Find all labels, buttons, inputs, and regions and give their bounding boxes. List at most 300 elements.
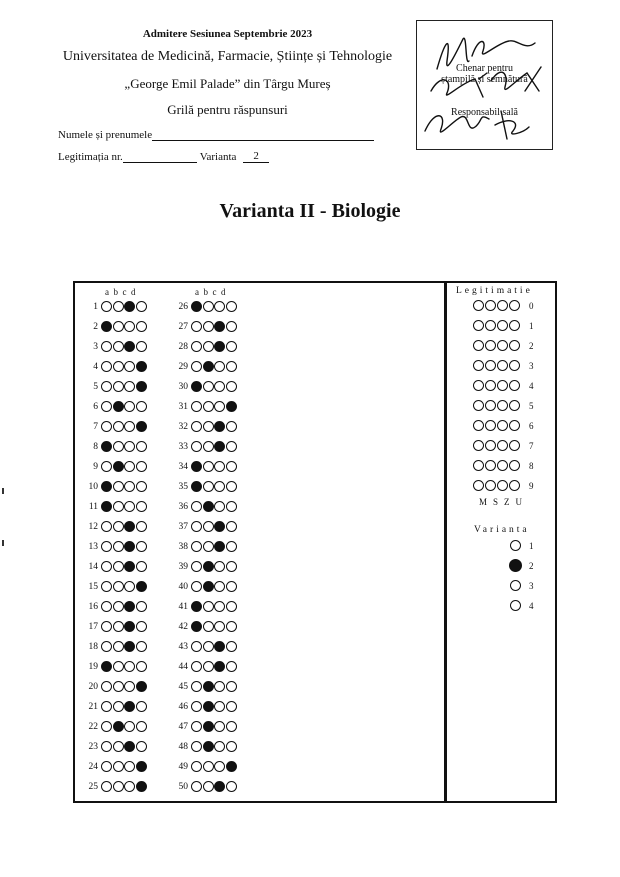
answer-bubble-d[interactable] <box>226 721 237 732</box>
legitimatie-bubble[interactable] <box>485 360 496 371</box>
answer-bubble-d[interactable] <box>136 521 147 532</box>
legitimatie-digit: 6 <box>529 421 534 431</box>
university-name: Universitatea de Medicină, Farmacie, Științe și Tehnologie <box>62 49 393 64</box>
legitimatie-digit: 3 <box>529 361 534 371</box>
answer-bubble-b[interactable] <box>203 401 214 412</box>
answer-bubble-d[interactable] <box>136 361 147 372</box>
answer-bubble-d[interactable] <box>136 461 147 472</box>
answer-bubble-d[interactable] <box>136 441 147 452</box>
answer-bubble-c[interactable] <box>214 321 225 332</box>
answer-bubble-a[interactable] <box>191 741 202 752</box>
answer-bubble-c[interactable] <box>124 661 135 672</box>
question-number: 21 <box>88 702 98 712</box>
answer-bubble-d[interactable] <box>136 641 147 652</box>
answer-bubble-a[interactable] <box>191 301 202 312</box>
question-number: 1 <box>93 302 98 312</box>
answer-bubble-b[interactable] <box>203 441 214 452</box>
session-title: Admitere Sesiunea Septembrie 2023 <box>142 28 313 40</box>
answer-bubble-d[interactable] <box>226 501 237 512</box>
answer-bubble-b[interactable] <box>203 501 214 512</box>
answer-bubble-b[interactable] <box>113 421 124 432</box>
answer-bubble-b[interactable] <box>203 361 214 372</box>
answer-bubble-a[interactable] <box>101 661 112 672</box>
question-number: 32 <box>178 422 188 432</box>
legitimatie-title: Legitimatie <box>456 286 533 296</box>
answer-bubble-b[interactable] <box>113 461 124 472</box>
answer-bubble-c[interactable] <box>124 321 135 332</box>
answer-bubble-c[interactable] <box>124 781 135 792</box>
legitimatie-bubble[interactable] <box>485 460 496 471</box>
legitimatie-bubble[interactable] <box>509 320 520 331</box>
answer-bubble-a[interactable] <box>191 321 202 332</box>
answer-bubble-b[interactable] <box>113 561 124 572</box>
answer-bubble-b[interactable] <box>203 761 214 772</box>
legitimatie-bubble[interactable] <box>497 340 508 351</box>
answer-bubble-c[interactable] <box>214 461 225 472</box>
question-number: 15 <box>88 582 98 592</box>
answer-bubble-a[interactable] <box>101 681 112 692</box>
answer-bubble-a[interactable] <box>101 601 112 612</box>
answer-bubble-c[interactable] <box>214 761 225 772</box>
legitimatie-bubble[interactable] <box>473 400 484 411</box>
question-number: 38 <box>178 542 188 552</box>
answer-bubble-c[interactable] <box>124 701 135 712</box>
varianta-bubble[interactable] <box>509 559 522 572</box>
answer-bubble-d[interactable] <box>136 421 147 432</box>
question-number: 13 <box>88 542 98 552</box>
legitimatie-bubble[interactable] <box>473 460 484 471</box>
answer-bubble-a[interactable] <box>191 761 202 772</box>
answer-bubble-c[interactable] <box>124 681 135 692</box>
answer-bubble-d[interactable] <box>226 781 237 792</box>
answer-bubble-a[interactable] <box>191 781 202 792</box>
answer-bubble-c[interactable] <box>124 581 135 592</box>
legitimatie-bubble[interactable] <box>509 340 520 351</box>
answer-bubble-c[interactable] <box>214 501 225 512</box>
answer-bubble-a[interactable] <box>191 401 202 412</box>
answer-bubble-b[interactable] <box>203 541 214 552</box>
legitimatie-bubble[interactable] <box>497 360 508 371</box>
answer-bubble-c[interactable] <box>214 441 225 452</box>
answer-bubble-c[interactable] <box>214 301 225 312</box>
answer-bubble-d[interactable] <box>136 341 147 352</box>
answer-bubble-a[interactable] <box>101 721 112 732</box>
answer-bubble-b[interactable] <box>113 501 124 512</box>
answer-bubble-c[interactable] <box>214 581 225 592</box>
question-number: 37 <box>178 522 188 532</box>
answer-bubble-a[interactable] <box>191 661 202 672</box>
column-header-left: abcd <box>105 287 140 297</box>
question-number: 17 <box>88 622 98 632</box>
question-number: 41 <box>178 602 188 612</box>
answer-bubble-d[interactable] <box>226 461 237 472</box>
answer-bubble-a[interactable] <box>101 761 112 772</box>
answer-bubble-b[interactable] <box>203 301 214 312</box>
question-number: 16 <box>88 602 98 612</box>
legitimatie-bubble[interactable] <box>485 420 496 431</box>
answer-bubble-b[interactable] <box>113 401 124 412</box>
answer-bubble-a[interactable] <box>191 441 202 452</box>
answer-bubble-b[interactable] <box>203 621 214 632</box>
legitimatie-digit: 9 <box>529 481 534 491</box>
question-number: 47 <box>178 722 188 732</box>
varianta-bubble[interactable] <box>510 540 521 551</box>
answer-bubble-c[interactable] <box>124 621 135 632</box>
question-number: 34 <box>178 462 188 472</box>
answer-bubble-d[interactable] <box>136 401 147 412</box>
answer-bubble-b[interactable] <box>113 321 124 332</box>
id-field <box>58 150 269 163</box>
answer-bubble-d[interactable] <box>136 601 147 612</box>
answer-bubble-d[interactable] <box>226 341 237 352</box>
answer-bubble-c[interactable] <box>124 521 135 532</box>
answer-bubble-d[interactable] <box>226 481 237 492</box>
legitimatie-bubble[interactable] <box>473 380 484 391</box>
answer-bubble-a[interactable] <box>101 561 112 572</box>
varianta-option-label: 4 <box>529 601 534 611</box>
question-number: 19 <box>88 662 98 672</box>
answer-bubble-d[interactable] <box>136 541 147 552</box>
answer-bubble-a[interactable] <box>101 441 112 452</box>
answer-bubble-a[interactable] <box>191 361 202 372</box>
legitimatie-bubble[interactable] <box>473 340 484 351</box>
answer-bubble-b[interactable] <box>203 561 214 572</box>
answer-bubble-a[interactable] <box>101 501 112 512</box>
answer-bubble-a[interactable] <box>101 321 112 332</box>
answer-bubble-d[interactable] <box>226 421 237 432</box>
answer-bubble-a[interactable] <box>101 581 112 592</box>
answer-bubble-a[interactable] <box>191 641 202 652</box>
answer-bubble-d[interactable] <box>226 641 237 652</box>
answer-bubble-a[interactable] <box>191 721 202 732</box>
sheet-divider <box>444 281 447 801</box>
answer-bubble-b[interactable] <box>203 701 214 712</box>
answer-bubble-a[interactable] <box>101 521 112 532</box>
answer-bubble-d[interactable] <box>136 321 147 332</box>
question-number: 9 <box>93 462 98 472</box>
question-number: 46 <box>178 702 188 712</box>
answer-bubble-b[interactable] <box>203 481 214 492</box>
legitimatie-bubble[interactable] <box>473 360 484 371</box>
answer-bubble-a[interactable] <box>101 341 112 352</box>
answer-bubble-d[interactable] <box>136 681 147 692</box>
legitimatie-bubble[interactable] <box>485 320 496 331</box>
answer-bubble-a[interactable] <box>101 641 112 652</box>
answer-bubble-d[interactable] <box>136 741 147 752</box>
legitimatie-bubble[interactable] <box>485 340 496 351</box>
answer-bubble-d[interactable] <box>136 781 147 792</box>
answer-bubble-c[interactable] <box>214 481 225 492</box>
varianta-option-label: 1 <box>529 541 534 551</box>
answer-bubble-d[interactable] <box>136 621 147 632</box>
legitimatie-bubble[interactable] <box>497 480 508 491</box>
legitimatie-bubble[interactable] <box>485 380 496 391</box>
legitimatie-digit: 0 <box>529 301 534 311</box>
handwritten-signatures <box>417 21 552 149</box>
answer-bubble-d[interactable] <box>226 561 237 572</box>
answer-bubble-d[interactable] <box>226 761 237 772</box>
question-number: 33 <box>178 442 188 452</box>
legitimatie-bubble[interactable] <box>509 440 520 451</box>
answer-bubble-a[interactable] <box>191 521 202 532</box>
question-number: 29 <box>178 362 188 372</box>
varianta-option-label: 2 <box>529 561 534 571</box>
legitimatie-bubble[interactable] <box>497 380 508 391</box>
answer-bubble-d[interactable] <box>136 561 147 572</box>
answer-bubble-b[interactable] <box>113 481 124 492</box>
question-number: 43 <box>178 642 188 652</box>
answer-bubble-c[interactable] <box>124 561 135 572</box>
question-number: 36 <box>178 502 188 512</box>
answer-bubble-a[interactable] <box>191 681 202 692</box>
legitimatie-bubble[interactable] <box>509 480 520 491</box>
answer-bubble-b[interactable] <box>203 581 214 592</box>
answer-bubble-c[interactable] <box>214 681 225 692</box>
question-number: 40 <box>178 582 188 592</box>
answer-bubble-d[interactable] <box>226 541 237 552</box>
answer-bubble-a[interactable] <box>101 301 112 312</box>
answer-bubble-c[interactable] <box>124 401 135 412</box>
answer-bubble-d[interactable] <box>226 581 237 592</box>
question-number: 11 <box>88 502 98 512</box>
legitimatie-bubble[interactable] <box>485 300 496 311</box>
answer-bubble-a[interactable] <box>101 621 112 632</box>
legitimatie-bubble[interactable] <box>485 400 496 411</box>
answer-bubble-a[interactable] <box>101 481 112 492</box>
answer-bubble-a[interactable] <box>101 541 112 552</box>
answer-bubble-a[interactable] <box>101 381 112 392</box>
answer-bubble-c[interactable] <box>124 361 135 372</box>
answer-bubble-d[interactable] <box>226 661 237 672</box>
answer-bubble-b[interactable] <box>203 521 214 532</box>
answer-bubble-b[interactable] <box>113 681 124 692</box>
answer-bubble-c[interactable] <box>214 421 225 432</box>
answer-bubble-c[interactable] <box>124 441 135 452</box>
answer-bubble-b[interactable] <box>203 661 214 672</box>
answer-bubble-b[interactable] <box>203 341 214 352</box>
sheet-title: Grilă pentru răspunsuri <box>167 102 288 117</box>
answer-bubble-a[interactable] <box>191 421 202 432</box>
legitimatie-digit: 7 <box>529 441 534 451</box>
name-line[interactable] <box>152 128 374 141</box>
question-number: 4 <box>93 362 98 372</box>
answer-bubble-b[interactable] <box>203 721 214 732</box>
answer-bubble-b[interactable] <box>113 541 124 552</box>
legitimatie-bubble[interactable] <box>473 320 484 331</box>
answer-bubble-a[interactable] <box>191 701 202 712</box>
answer-bubble-c[interactable] <box>214 641 225 652</box>
legitimatie-bubble[interactable] <box>509 460 520 471</box>
legitimatie-bubble[interactable] <box>497 420 508 431</box>
answer-bubble-b[interactable] <box>203 381 214 392</box>
answer-bubble-c[interactable] <box>214 521 225 532</box>
answer-bubble-c[interactable] <box>124 741 135 752</box>
answer-bubble-c[interactable] <box>214 661 225 672</box>
question-number: 2 <box>93 322 98 332</box>
answer-bubble-a[interactable] <box>191 501 202 512</box>
legitimatie-bubble[interactable] <box>485 480 496 491</box>
question-number: 10 <box>88 482 98 492</box>
answer-bubble-d[interactable] <box>226 321 237 332</box>
legitimatie-bubble[interactable] <box>473 300 484 311</box>
legitimatie-bubble[interactable] <box>509 420 520 431</box>
question-number: 44 <box>178 662 188 672</box>
answer-bubble-a[interactable] <box>191 581 202 592</box>
answer-bubble-b[interactable] <box>113 581 124 592</box>
answer-bubble-c[interactable] <box>214 361 225 372</box>
answer-bubble-d[interactable] <box>226 621 237 632</box>
answer-bubble-b[interactable] <box>113 341 124 352</box>
question-number: 5 <box>93 382 98 392</box>
answer-bubble-a[interactable] <box>101 361 112 372</box>
answer-bubble-d[interactable] <box>136 381 147 392</box>
legitimatie-bubble[interactable] <box>497 440 508 451</box>
answer-bubble-d[interactable] <box>136 481 147 492</box>
legitimatie-bubble[interactable] <box>509 300 520 311</box>
answer-bubble-b[interactable] <box>203 421 214 432</box>
answer-bubble-d[interactable] <box>226 521 237 532</box>
answer-bubble-c[interactable] <box>124 501 135 512</box>
answer-bubble-a[interactable] <box>101 421 112 432</box>
answer-bubble-a[interactable] <box>191 481 202 492</box>
answer-bubble-b[interactable] <box>203 681 214 692</box>
answer-bubble-a[interactable] <box>191 461 202 472</box>
legitimatie-bubble[interactable] <box>473 440 484 451</box>
answer-bubble-d[interactable] <box>226 301 237 312</box>
answer-bubble-b[interactable] <box>113 521 124 532</box>
legitimatie-bubble[interactable] <box>473 420 484 431</box>
answer-bubble-c[interactable] <box>214 561 225 572</box>
answer-bubble-d[interactable] <box>136 301 147 312</box>
answer-bubble-b[interactable] <box>113 641 124 652</box>
answer-bubble-a[interactable] <box>191 621 202 632</box>
legitimatie-bubble[interactable] <box>509 360 520 371</box>
answer-bubble-a[interactable] <box>191 381 202 392</box>
answer-bubble-b[interactable] <box>113 721 124 732</box>
answer-bubble-b[interactable] <box>113 701 124 712</box>
answer-bubble-c[interactable] <box>214 381 225 392</box>
answer-bubble-a[interactable] <box>191 541 202 552</box>
answer-bubble-c[interactable] <box>124 761 135 772</box>
id-line[interactable] <box>123 150 197 163</box>
answer-bubble-b[interactable] <box>113 441 124 452</box>
answer-bubble-d[interactable] <box>136 661 147 672</box>
answer-bubble-a[interactable] <box>191 601 202 612</box>
question-number: 45 <box>178 682 188 692</box>
answer-bubble-d[interactable] <box>226 681 237 692</box>
answer-bubble-c[interactable] <box>124 721 135 732</box>
answer-bubble-d[interactable] <box>226 401 237 412</box>
answer-bubble-c[interactable] <box>124 461 135 472</box>
varianta-bubble[interactable] <box>510 600 521 611</box>
answer-bubble-d[interactable] <box>226 361 237 372</box>
answer-bubble-b[interactable] <box>113 741 124 752</box>
answer-bubble-b[interactable] <box>113 661 124 672</box>
answer-bubble-d[interactable] <box>226 381 237 392</box>
answer-bubble-d[interactable] <box>226 741 237 752</box>
legitimatie-bubble[interactable] <box>509 380 520 391</box>
answer-bubble-d[interactable] <box>136 721 147 732</box>
answer-bubble-b[interactable] <box>113 361 124 372</box>
answer-bubble-d[interactable] <box>136 501 147 512</box>
answer-bubble-d[interactable] <box>226 701 237 712</box>
answer-bubble-b[interactable] <box>203 461 214 472</box>
answer-bubble-c[interactable] <box>214 781 225 792</box>
answer-bubble-a[interactable] <box>101 401 112 412</box>
answer-bubble-b[interactable] <box>113 601 124 612</box>
answer-bubble-d[interactable] <box>226 441 237 452</box>
legitimatie-bubble[interactable] <box>509 400 520 411</box>
answer-bubble-c[interactable] <box>124 541 135 552</box>
answer-bubble-c[interactable] <box>124 381 135 392</box>
legitimatie-bubble[interactable] <box>497 320 508 331</box>
answer-bubble-d[interactable] <box>136 761 147 772</box>
answer-bubble-b[interactable] <box>113 381 124 392</box>
answer-bubble-c[interactable] <box>124 341 135 352</box>
answer-bubble-c[interactable] <box>214 721 225 732</box>
answer-bubble-b[interactable] <box>203 781 214 792</box>
answer-bubble-c[interactable] <box>124 301 135 312</box>
answer-bubble-c[interactable] <box>214 541 225 552</box>
legitimatie-digit: 1 <box>529 321 534 331</box>
answer-bubble-a[interactable] <box>191 561 202 572</box>
legitimatie-digit: 2 <box>529 341 534 351</box>
legitimatie-bubble[interactable] <box>497 400 508 411</box>
answer-bubble-b[interactable] <box>203 601 214 612</box>
answer-bubble-c[interactable] <box>214 701 225 712</box>
answer-bubble-c[interactable] <box>214 601 225 612</box>
question-number: 28 <box>178 342 188 352</box>
answer-bubble-a[interactable] <box>101 461 112 472</box>
answer-bubble-b[interactable] <box>203 741 214 752</box>
answer-bubble-c[interactable] <box>214 741 225 752</box>
answer-bubble-c[interactable] <box>214 621 225 632</box>
signature-box <box>416 20 553 150</box>
varianta-title: Varianta <box>474 525 530 535</box>
answer-bubble-b[interactable] <box>113 781 124 792</box>
varianta-bubble[interactable] <box>510 580 521 591</box>
answer-bubble-c[interactable] <box>124 481 135 492</box>
legitimatie-bubble[interactable] <box>497 460 508 471</box>
answer-bubble-c[interactable] <box>214 341 225 352</box>
answer-bubble-d[interactable] <box>226 601 237 612</box>
answer-bubble-b[interactable] <box>113 621 124 632</box>
legitimatie-bubble[interactable] <box>485 440 496 451</box>
answer-bubble-a[interactable] <box>101 701 112 712</box>
answer-bubble-a[interactable] <box>101 781 112 792</box>
answer-bubble-c[interactable] <box>124 601 135 612</box>
answer-bubble-d[interactable] <box>136 701 147 712</box>
answer-bubble-c[interactable] <box>214 401 225 412</box>
question-number: 12 <box>88 522 98 532</box>
answer-bubble-b[interactable] <box>113 761 124 772</box>
answer-bubble-a[interactable] <box>101 741 112 752</box>
answer-bubble-d[interactable] <box>136 581 147 592</box>
question-number: 35 <box>178 482 188 492</box>
answer-bubble-a[interactable] <box>191 341 202 352</box>
question-number: 50 <box>178 782 188 792</box>
answer-bubble-b[interactable] <box>203 641 214 652</box>
legitimatie-bubble[interactable] <box>497 300 508 311</box>
legitimatie-bubble[interactable] <box>473 480 484 491</box>
answer-bubble-c[interactable] <box>124 641 135 652</box>
answer-bubble-b[interactable] <box>113 301 124 312</box>
room-supervisor-label: Responsabil sală <box>451 107 518 118</box>
answer-bubble-b[interactable] <box>203 321 214 332</box>
answer-bubble-c[interactable] <box>124 421 135 432</box>
question-number: 8 <box>93 442 98 452</box>
question-number: 49 <box>178 762 188 772</box>
